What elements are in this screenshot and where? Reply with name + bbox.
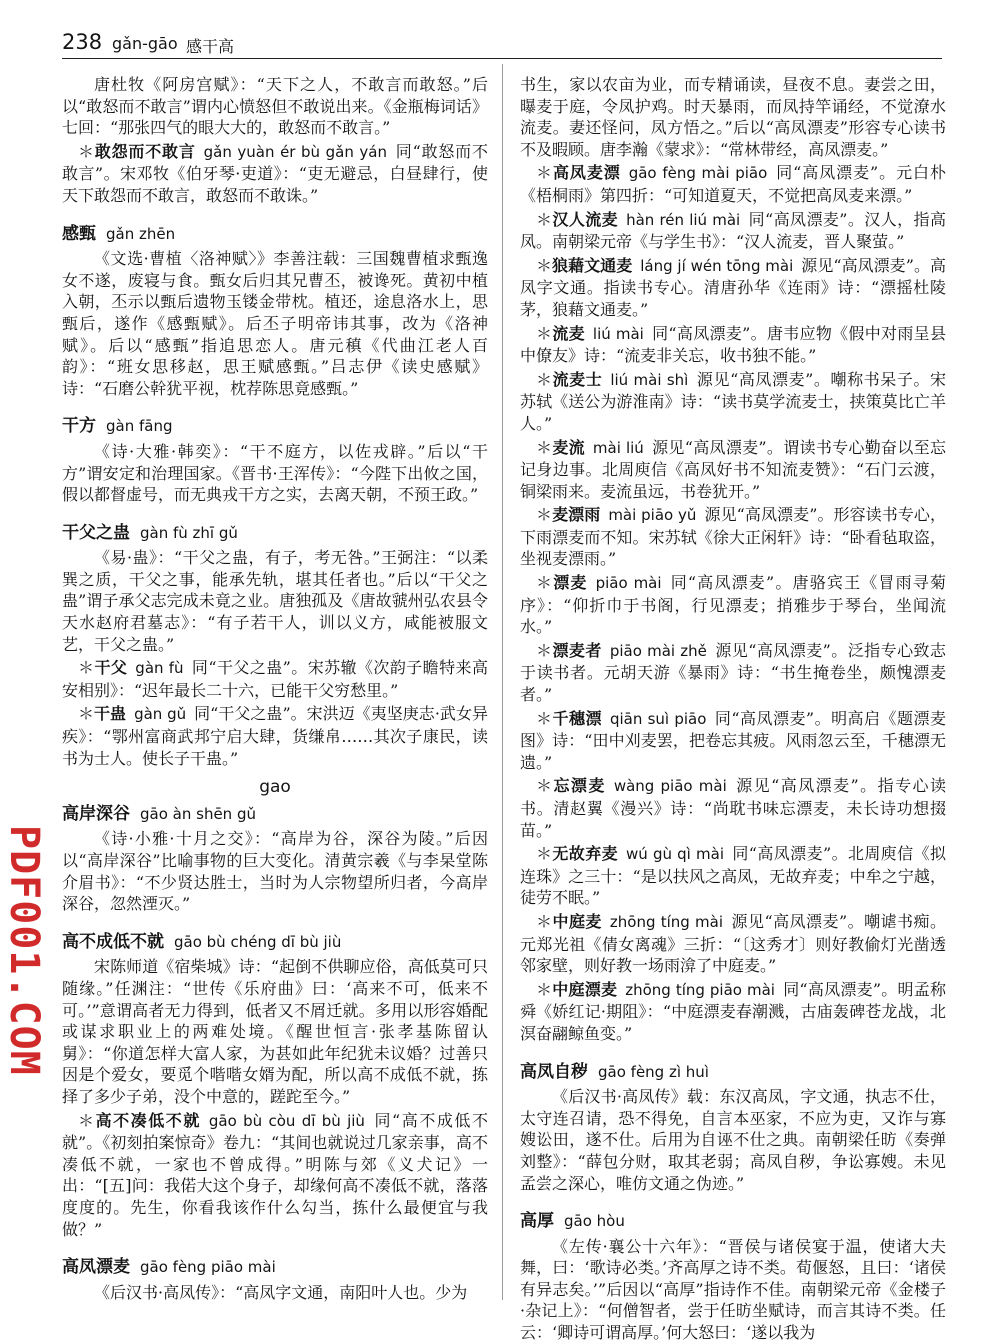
sub-entry-pinyin: gāo fèng mài piāo bbox=[628, 164, 768, 183]
sub-entry-definition: 源见“高凤漂麦”。泛指专心致志于读书者。元胡天游《暴雨》诗：“书生掩卷坐，颇愧漂麦者。” bbox=[520, 640, 946, 705]
sub-entry-headword: 无故弃麦 bbox=[552, 844, 619, 864]
entry-pinyin: gāo hòu bbox=[564, 1212, 625, 1231]
sub-entry-marker: ＊ bbox=[78, 1110, 96, 1130]
entry-headword: 干方 bbox=[62, 416, 96, 437]
watermark bbox=[2, 800, 46, 1100]
entry-definition: 宋陈师道《宿柴城》诗：“起倒不供聊应俗，高低莫可只随缘。”任渊注：“世传《乐府曲》曰：‘高来不可，低来不可。’”意谓高者无力得到，低者又不屑迁就。多用以形容婚配或谋求职业上的两难处境。《醒世恒言·张孝基陈留认舅》：“你道怎样大富人家，为甚如此年纪犹未议婚？过善只因是个爱女，要觅个喈喈女婿为配，所以高不成低不就，拣择了多少子弟，没个中意的，蹉跎至今。” bbox=[62, 957, 488, 1106]
sub-entry-definition: 同“高不成低不就”。《初刻拍案惊奇》卷九：“其间也就说过几家亲事，高不凑低不就，一家也不曾成得。”明陈与郊《义犬记》一出：“[五]问：我偌大这个身子，却缘何高不凑低不就，落落度度的。先生，你看我该作什么勾当，拣什么最便宜与我做？” bbox=[62, 1110, 488, 1239]
entry-gap bbox=[520, 1194, 946, 1210]
sub-entry-pinyin: wàng piāo mài bbox=[613, 777, 727, 796]
header-pinyin: gǎn-gāo bbox=[112, 34, 178, 53]
entry-headword: 高凤自秽 bbox=[520, 1061, 588, 1082]
entry-headword-line bbox=[62, 803, 488, 826]
left-column bbox=[62, 74, 488, 1303]
sub-entry-headword: 流麦 bbox=[552, 323, 585, 343]
sub-entry-marker: ＊ bbox=[536, 209, 553, 229]
sub-entry-headword: 高不凑低不就 bbox=[95, 1110, 201, 1130]
sub-entry bbox=[520, 323, 946, 367]
entry-headword: 高厚 bbox=[520, 1211, 554, 1232]
sub-entry-pinyin: wú gù qì mài bbox=[626, 845, 724, 864]
sub-entry bbox=[62, 657, 488, 701]
entry-headword: 高不成低不就 bbox=[62, 931, 164, 952]
sub-entry bbox=[520, 708, 946, 774]
sub-entry-pinyin: gǎn yuàn ér bù gǎn yán bbox=[203, 142, 387, 161]
entry-definition: 书生，家以农亩为业，而专精诵读，昼夜不息。妻尝之田，曝麦于庭，令凤护鸡。时天暴雨，而凤持竿诵经，不觉潦水流麦。妻还怪问，凤方悟之。”后以“高凤漂麦”形容专心读书不及暇顾。唐李瀚《蒙求》：“常林带经，高凤漂麦。” bbox=[520, 75, 946, 159]
sub-entry-headword: 流麦士 bbox=[552, 369, 603, 389]
entry-pinyin: gāo fèng zì huì bbox=[598, 1062, 709, 1081]
entry-headword-line bbox=[62, 415, 488, 438]
sub-entry-definition: 同“高凤漂麦”。唐韦应物《假中对雨呈县中僚友》诗：“流麦非关忘，收书独不能。” bbox=[520, 323, 946, 366]
sub-entry bbox=[520, 162, 946, 206]
entry-headword-line bbox=[62, 1256, 488, 1279]
header-rule bbox=[62, 58, 942, 59]
page-header bbox=[62, 30, 942, 60]
sub-entry-pinyin: piāo mài bbox=[595, 574, 662, 593]
entry-headword: 干父之蛊 bbox=[62, 522, 130, 543]
sub-entry-headword: 中庭漂麦 bbox=[552, 979, 618, 999]
entry-gap bbox=[62, 207, 488, 223]
sub-entry-marker: ＊ bbox=[536, 255, 553, 275]
sub-entry-headword: 汉人流麦 bbox=[552, 209, 619, 229]
sub-entry-definition: 同“干父之蛊”。宋苏辙《次韵子瞻特来高安相别》：“迟年最长二十六，已能干父穷愁里。” bbox=[62, 658, 488, 700]
entry-headword-line bbox=[62, 223, 488, 246]
right-column bbox=[520, 74, 946, 1344]
entry-headword: 高凤漂麦 bbox=[62, 1257, 130, 1278]
sub-entry-marker: ＊ bbox=[536, 505, 553, 525]
sub-entry-headword: 千穗漂 bbox=[552, 708, 602, 728]
entry-definition: 《后汉书·高凤传》：“高凤字文通，南阳叶人也。少为 bbox=[94, 1282, 468, 1302]
sub-entry-headword: 麦流 bbox=[552, 437, 585, 457]
entry-definition: 《后汉书·高凤传》载：东汉高凤，字文通，执志不仕，太守连召请，恐不得免，自言本巫家，不应为吏，又诈与寡嫂讼田，遂不仕。后用为自诬不仕之典。南朝梁任昉《奏弹刘整》：“薛包分财，取其老弱；高凤自秽，争讼寡嫂。未见孟尝之深心，唯仿文通之伪迹。” bbox=[520, 1087, 946, 1193]
sub-entry bbox=[520, 843, 946, 909]
sub-entry-definition: 同“高凤漂麦”。明高启《题漂麦图》诗：“田中刈麦罢，把卷忘其疲。风雨忽云至，千穗漂无遗。” bbox=[520, 708, 946, 772]
entry-pinyin: gāo fèng piāo mài bbox=[140, 1258, 276, 1277]
sub-entry-marker: ＊ bbox=[78, 141, 95, 161]
column-divider bbox=[502, 64, 503, 1300]
sub-entry-pinyin: liú mài shì bbox=[610, 370, 689, 389]
sub-entry-pinyin: hàn rén liú mài bbox=[626, 210, 741, 229]
entry-pinyin: gāo àn shēn gǔ bbox=[140, 804, 256, 823]
entry-definition: 《诗·大雅·韩奕》：“干不庭方，以佐戎辟。”后以“干方”谓安定和治理国家。《晋书·王浑传》：“今陛下出攸之国，假以都督虚号，而无典戎干方之实，去离天朝，不预王政。” bbox=[62, 441, 488, 505]
entry-pinyin: gàn fāng bbox=[106, 417, 173, 436]
sub-entry bbox=[520, 504, 946, 570]
sub-entry-headword: 中庭麦 bbox=[552, 911, 602, 931]
sub-entry-pinyin: piāo mài zhě bbox=[609, 641, 707, 660]
entry-headword-line bbox=[520, 1061, 946, 1084]
sub-entry bbox=[520, 572, 946, 638]
sub-entry-pinyin: gāo bù còu dī bù jiù bbox=[208, 1111, 365, 1130]
sub-entry bbox=[520, 255, 946, 321]
sub-entry-pinyin: zhōng tíng mài bbox=[609, 912, 724, 931]
sub-entry-marker: ＊ bbox=[78, 704, 95, 724]
sub-entry-marker: ＊ bbox=[536, 323, 553, 343]
sub-entry bbox=[520, 911, 946, 977]
sub-entry-definition: 源见“高凤漂麦”。指专心读书。清赵翼《漫兴》诗：“尚耽书味忘漂麦，未长诗功想掇苗。” bbox=[520, 776, 946, 840]
entry-headword: 感甄 bbox=[62, 223, 96, 244]
entry-headword-line bbox=[520, 1210, 946, 1233]
sub-entry-definition: 同“高凤漂麦”。唐骆宾王《冒雨寻菊序》：“仰折巾于书阁，行见漂麦；捎雅步于琴台，坐闻流水。” bbox=[520, 573, 946, 637]
sub-entry-marker: ＊ bbox=[536, 979, 553, 999]
sub-entry-marker: ＊ bbox=[536, 437, 553, 457]
entry-gap bbox=[62, 399, 488, 415]
sub-entry-marker: ＊ bbox=[536, 708, 553, 728]
sub-entry-marker: ＊ bbox=[78, 658, 95, 678]
sub-entry-headword: 忘漂麦 bbox=[553, 776, 606, 796]
sub-entry-pinyin: gàn gǔ bbox=[134, 705, 187, 724]
sub-entry-pinyin: qiān suì piāo bbox=[609, 709, 707, 728]
sub-entry-marker: ＊ bbox=[536, 844, 553, 864]
sub-entry bbox=[520, 437, 946, 503]
entry-headword-line bbox=[62, 522, 488, 545]
entry-definition: 《左传·襄公十六年》：“晋侯与诸侯宴于温，使诸大夫舞，曰：‘歌诗必类。’齐高厚之诗不类。荀偃怒，且曰：‘诸侯有异志矣。’”后因以“高厚”指诗作不佳。南朝梁元帝《金楼子·杂记上》：“何僧智者，尝于任昉坐赋诗，而言其诗不类。任云：‘卿诗可谓高厚。’何大怒曰：‘遂以我为 bbox=[520, 1236, 946, 1343]
sub-entry-pinyin: mài piāo yǔ bbox=[608, 506, 697, 525]
sub-entry bbox=[520, 209, 946, 253]
sub-entry-definition: 源见“高凤漂麦”。形容读书专心，下雨漂麦而不知。宋苏轼《徐大正闲轩》诗：“卧看毡取盗，坐视麦漂雨。” bbox=[520, 505, 946, 569]
sub-entry bbox=[62, 141, 488, 207]
sub-entry-pinyin: mài liú bbox=[592, 438, 644, 457]
entry-definition: 《易·蛊》：“干父之蛊，有子，考无咎。”王弼注：“以柔巽之质，干父之事，能承先轨，堪其任者也。”后以“干父之蛊”谓子承父志完成未竟之业。唐独孤及《唐故虢州弘农县令天水赵府君墓志》：“有子若干人，训以义方，咸能被服文艺，干父之蛊。” bbox=[62, 548, 488, 654]
sub-entry-marker: ＊ bbox=[536, 573, 554, 593]
sub-entry-definition: 源见“高凤漂麦”。高凤字文通。指读书专心。清唐孙华《连雨》诗：“漂摇杜陵茅，狼藉文通麦。” bbox=[520, 255, 946, 319]
sub-entry-headword: 干父 bbox=[94, 658, 128, 678]
sub-entry-marker: ＊ bbox=[536, 163, 553, 183]
sub-entry bbox=[62, 703, 488, 769]
entry-gap bbox=[62, 1240, 488, 1256]
sub-entry-definition: 同“干父之蛊”。宋洪迈《夷坚庚志·武女异疾》：“鄂州富商武邦宁启大肆，货缣帛……其次子康民，读书为士人。使长子干蛊。” bbox=[62, 704, 488, 768]
sub-entry-headword: 干蛊 bbox=[94, 704, 127, 724]
sub-entry-marker: ＊ bbox=[536, 911, 553, 931]
entry-gap bbox=[520, 1045, 946, 1061]
entry-definition: 《诗·小雅·十月之交》：“高岸为谷，深谷为陵。”后因以“高岸深谷”比喻事物的巨大变化。清黄宗羲《与李杲堂陈介眉书》：“不少贤达胜士，当时为人宗物望所归者，今高岸深谷，忽然湮灭。” bbox=[62, 829, 488, 914]
sub-entry-marker: ＊ bbox=[536, 640, 553, 660]
sub-entry-definition: 源见“高凤漂麦”。嘲称书呆子。宋苏轼《送公为游淮南》诗：“读书莫学流麦士，挟策莫比亡羊人。” bbox=[520, 369, 946, 433]
sub-entry-definition: 同“敢怒而不敢言”。宋邓牧《伯牙琴·吏道》：“吏无避忌，白昼肆行，使天下敢怨而不敢言，敢怒而不敢诛。” bbox=[62, 141, 488, 205]
sub-entry-definition: 同“高凤漂麦”。明孟称舜《娇红记·期阻》：“中庭漂麦春潮溅，古庙轰碑苍龙战，北溟奋翮鲸鱼变。” bbox=[520, 979, 946, 1043]
page-number: 238 bbox=[62, 30, 103, 54]
entry-pinyin: gǎn zhēn bbox=[106, 224, 176, 243]
entry-pinyin: gàn fù zhī gǔ bbox=[140, 523, 238, 542]
sub-entry bbox=[520, 775, 946, 841]
sub-entry-definition: 源见“高凤漂麦”。嘲谑书痴。元郑光祖《倩女离魂》三折：“〔这秀才〕则好教偷灯光凿透邻家壁，则好教一场雨渰了中庭麦。” bbox=[520, 911, 946, 976]
entry-pinyin: gāo bù chéng dī bù jiù bbox=[174, 932, 342, 951]
sub-entry-headword: 漂麦 bbox=[553, 573, 588, 593]
entry-definition: 唐杜牧《阿房宫赋》：“天下之人，不敢言而敢怒。”后以“敢怒而不敢言”谓内心愤怒但不敢说出来。《金瓶梅词话》七回：“那张四气的眼大大的，敢怒而不敢言。” bbox=[62, 75, 488, 138]
header-characters: 感干高 bbox=[186, 37, 235, 56]
section-heading: gao bbox=[259, 777, 291, 798]
sub-entry-definition: 同“高凤漂麦”。元白朴《梧桐雨》第四折：“可知道夏天，不觉把高凤麦来漂。” bbox=[520, 163, 946, 205]
entry-gap bbox=[62, 915, 488, 931]
sub-entry-headword: 狼藉文通麦 bbox=[552, 255, 633, 275]
sub-entry bbox=[520, 369, 946, 435]
sub-entry-marker: ＊ bbox=[536, 369, 553, 389]
entry-headword: 高岸深谷 bbox=[62, 803, 130, 824]
sub-entry-pinyin: liú mài bbox=[592, 324, 644, 343]
sub-entry-headword: 高凤麦漂 bbox=[552, 163, 621, 183]
sub-entry-definition: 同“高凤漂麦”。汉人，指高凤。南朝梁元帝《与学生书》：“汉人流麦，晋人聚萤。” bbox=[520, 209, 946, 252]
sub-entry-headword: 漂麦者 bbox=[552, 640, 602, 660]
entry-gap bbox=[62, 506, 488, 522]
sub-entry-pinyin: zhōng tíng piāo mài bbox=[625, 980, 775, 999]
sub-entry bbox=[520, 979, 946, 1045]
sub-entry bbox=[62, 1110, 488, 1241]
sub-entry-pinyin: láng jí wén tōng mài bbox=[640, 256, 794, 275]
entry-headword-line bbox=[62, 931, 488, 954]
sub-entry-definition: 源见“高凤漂麦”。谓读书专心勤奋以至忘记身边事。北周庾信《高凤好书不知流麦赞》：“石门云渡，铜梁雨来。麦流虽远，书卷犹开。” bbox=[520, 437, 946, 501]
sub-entry-headword: 麦漂雨 bbox=[552, 505, 601, 525]
sub-entry-definition: 同“高凤漂麦”。北周庾信《拟连珠》之三十：“是以扶风之高凤，无故弃麦；中牟之宁越，徒劳不眠。” bbox=[520, 844, 946, 908]
sub-entry-headword: 敢怨而不敢言 bbox=[94, 141, 196, 161]
sub-entry-pinyin: gàn fù bbox=[135, 659, 184, 678]
entry-definition: 《文选·曹植〈洛神赋〉》李善注载：三国魏曹植求甄逸女不遂，废寝与食。甄女后归其兄曹丕，被谗死。黄初中植入朝，丕示以甄后遗物玉镂金带枕。植还，途息洛水上，思甄后，遂作《感甄赋》。后丕子明帝讳其事，改为《洛神赋》。后以“感甄”指追思恋人。唐元稹《代曲江老人百韵》：“班女思移赵，思王赋感甄。”吕志伊《读史感赋》诗：“石磨公幹犹平视，枕荐陈思竟感甄。” bbox=[62, 249, 488, 398]
sub-entry bbox=[520, 640, 946, 706]
watermark-text: PDF001.COM bbox=[1, 824, 47, 1076]
sub-entry-marker: ＊ bbox=[536, 776, 554, 796]
